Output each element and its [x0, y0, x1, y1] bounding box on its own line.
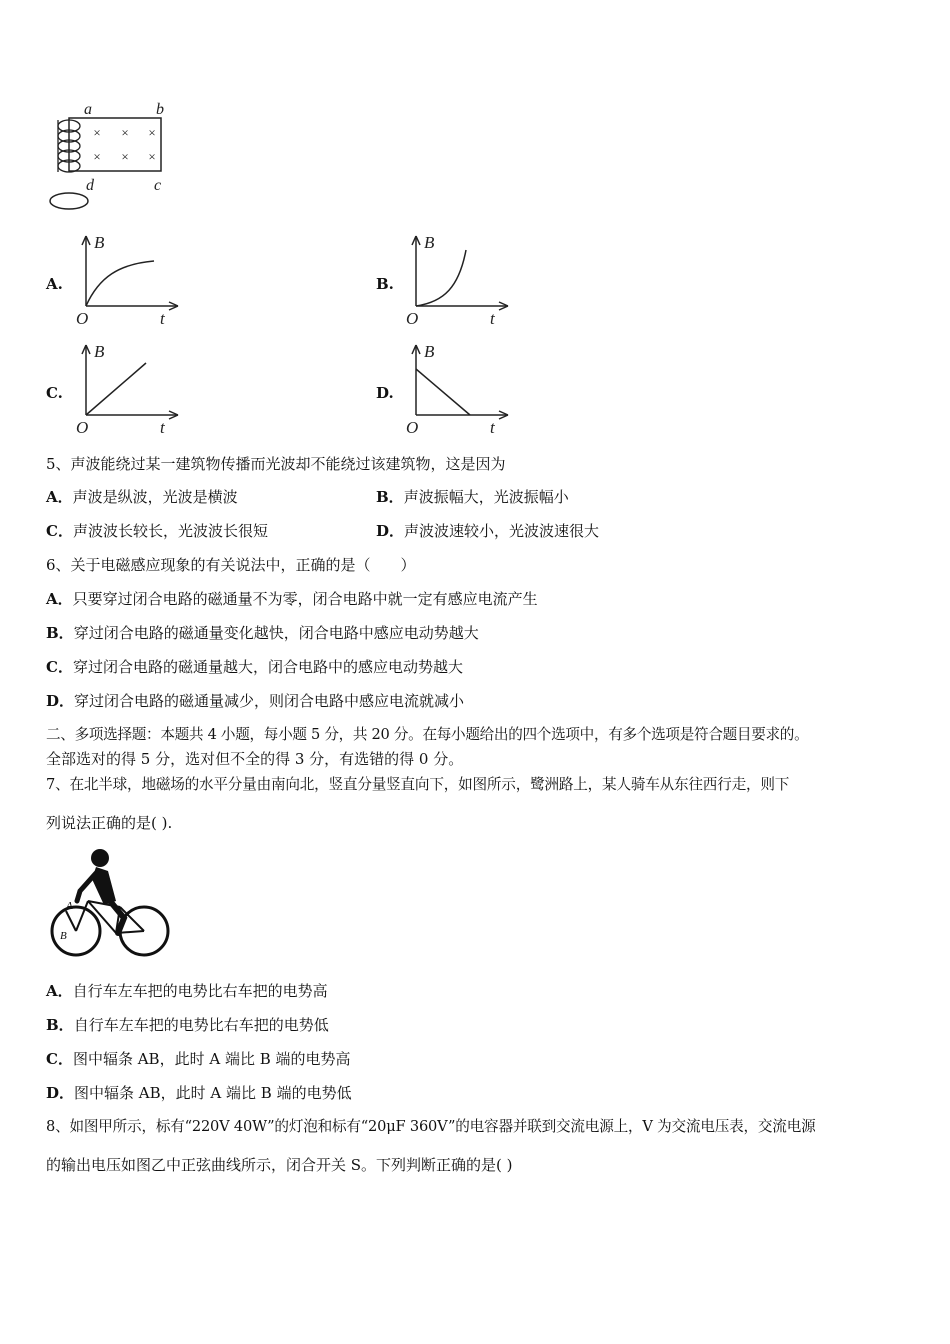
corner-label-c: c: [154, 177, 162, 194]
q6-option-a[interactable]: A．只要穿过闭合电路的磁通量不为零，闭合电路中就一定有感应电流产生: [46, 590, 538, 608]
y-axis-label: B: [94, 342, 105, 361]
section2-instructions-line1: 二、多项选择题：本题共 4 小题，每小题 5 分，共 20 分。在每小题给出的四个选项中，有多个选项是符合题目要求的。: [46, 726, 809, 743]
field-mark: ×: [121, 149, 129, 164]
q7-option-a[interactable]: A．自行车左车把的电势比右车把的电势高: [46, 982, 328, 1000]
coil-field-figure: [44, 100, 174, 218]
spoke-label-b: B: [60, 930, 67, 942]
field-mark: ×: [148, 149, 156, 164]
origin-label: O: [76, 309, 89, 328]
y-axis-label: B: [94, 233, 105, 252]
origin-label: O: [406, 418, 419, 437]
graph-option-c-label[interactable]: C.: [46, 384, 63, 402]
q5-stem: 5、声波能绕过某一建筑物传播而光波却不能绕过该建筑物，这是因为: [46, 455, 506, 473]
q5-option-d[interactable]: D．声波波速较小，光波波速很大: [376, 522, 600, 540]
field-mark: ×: [148, 125, 156, 140]
x-axis-label: t: [490, 418, 495, 437]
y-axis-label: B: [424, 233, 435, 252]
field-mark: ×: [121, 125, 129, 140]
origin-label: O: [76, 418, 89, 437]
corner-label-a: a: [84, 101, 92, 118]
graph-option-a: [74, 232, 184, 328]
q6-option-c[interactable]: C．穿过闭合电路的磁通量越大，闭合电路中的感应电动势越大: [46, 658, 463, 676]
y-axis-label: B: [424, 342, 435, 361]
field-mark: ×: [93, 125, 101, 140]
q8-stem-line2: 的输出电压如图乙中正弦曲线所示，闭合开关 S。下列判断正确的是( ): [46, 1156, 513, 1174]
q8-stem-line1: 8、如图甲所示，标有“220V 40W”的灯泡和标有“20μF 360V”的电容器并联到交流电源上，V 为交流电压表，交流电源: [46, 1118, 816, 1135]
graph-option-b-label[interactable]: B.: [376, 275, 394, 293]
graph-option-c: [74, 341, 184, 437]
q7-option-d[interactable]: D．图中辐条 AB，此时 A 端比 B 端的电势低: [46, 1084, 352, 1102]
graph-option-d-label[interactable]: D.: [376, 384, 394, 402]
section2-instructions-line2: 全部选对的得 5 分，选对但不全的得 3 分，有选错的得 0 分。: [46, 750, 464, 768]
origin-label: O: [406, 309, 419, 328]
q6-stem: 6、关于电磁感应现象的有关说法中，正确的是（ ）: [46, 556, 416, 574]
q7-option-c[interactable]: C．图中辐条 AB，此时 A 端比 B 端的电势高: [46, 1050, 351, 1068]
q5-option-c[interactable]: C．声波波长较长，光波波长很短: [46, 522, 268, 540]
q7-stem-line1: 7、在北半球，地磁场的水平分量由南向北，竖直分量竖直向下，如图所示，鹭洲路上，某人骑车从东往西行走，则下: [46, 776, 790, 793]
q7-option-b[interactable]: B．自行车左车把的电势比右车把的电势低: [46, 1016, 329, 1034]
graph-option-a-label[interactable]: A.: [46, 275, 63, 293]
spoke-label-a: A: [66, 900, 73, 912]
q5-option-a[interactable]: A．声波是纵波，光波是横波: [46, 488, 238, 506]
x-axis-label: t: [160, 309, 165, 328]
x-axis-label: t: [160, 418, 165, 437]
graph-option-b: [404, 232, 514, 328]
bicycle-rider-figure: [44, 843, 174, 963]
q6-option-d[interactable]: D．穿过闭合电路的磁通量减少，则闭合电路中感应电流就减小: [46, 692, 465, 710]
q5-option-b[interactable]: B．声波振幅大，光波振幅小: [376, 488, 569, 506]
field-mark: ×: [93, 149, 101, 164]
q7-stem-line2: 列说法正确的是( ).: [46, 814, 173, 832]
x-axis-label: t: [490, 309, 495, 328]
corner-label-b: b: [156, 101, 164, 118]
graph-option-d: [404, 341, 514, 437]
q6-option-b[interactable]: B．穿过闭合电路的磁通量变化越快，闭合电路中感应电动势越大: [46, 624, 479, 642]
corner-label-d: d: [86, 177, 94, 194]
